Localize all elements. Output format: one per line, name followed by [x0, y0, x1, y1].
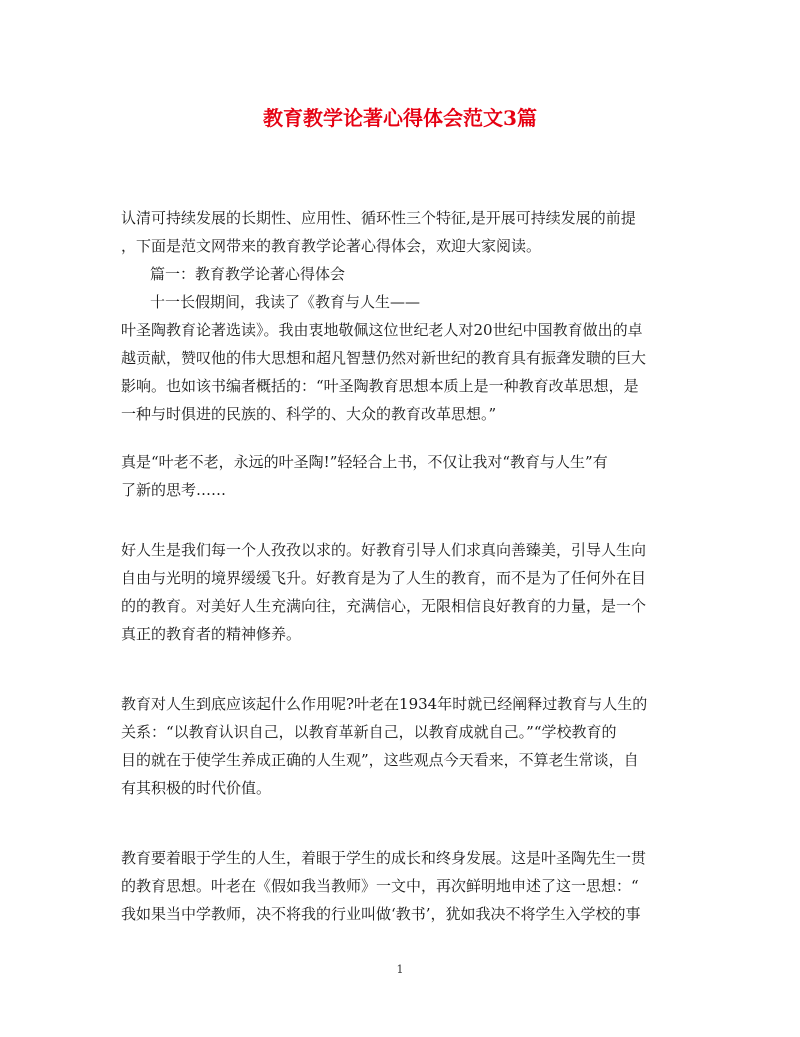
text-line: 影响。也如该书编者概括的：“叶圣陶教育思想本质上是一种教育改革思想，是	[121, 377, 639, 395]
section-heading: 篇一：教育教学论著心得体会	[150, 265, 346, 283]
text-line: 我如果当中学教师，决不将我的行业叫做‘教书’，犹如我决不将学生入学校的事	[121, 905, 641, 923]
text-line: 了新的思考……	[121, 481, 227, 499]
text-line: 有其积极的时代价值。	[121, 779, 272, 797]
text-line: 叶圣陶教育论著选读》。我由衷地敬佩这位世纪老人对20世纪中国教育做出的卓	[121, 321, 643, 339]
text-line: 的教育思想。叶老在《假如我当教师》一文中，再次鲜明地申述了这一思想：“	[121, 877, 639, 895]
text-line: 目的就在于使学生养成正确的人生观”，这些观点今天看来，不算老生常谈，自	[121, 751, 639, 769]
text-line: 一种与时俱进的民族的、科学的、大众的教育改革思想。”	[121, 405, 497, 423]
text-line: 认清可持续发展的长期性、应用性、循环性三个特征,是开展可持续发展的前提	[121, 209, 636, 227]
text-line: 教育对人生到底应该起什么作用呢?叶老在1934年时就已经阐释过教育与人生的	[121, 695, 648, 713]
text-line: ，下面是范文网带来的教育教学论著心得体会，欢迎大家阅读。	[121, 237, 542, 255]
text-line: 好人生是我们每一个人孜孜以求的。好教育引导人们求真向善臻美，引导人生向	[121, 541, 647, 559]
text-line: 十一长假期间，我读了《教育与人生——	[150, 293, 421, 311]
page-number: 1	[396, 963, 404, 976]
document-title: 教育教学论著心得体会范文3篇	[263, 106, 537, 130]
text-line: 自由与光明的境界缓缓飞升。好教育是为了人生的教育，而不是为了任何外在目	[121, 569, 647, 587]
text-line: 关系：“以教育认识自己，以教育革新自己，以教育成就自己。”“学校教育的	[121, 723, 617, 741]
text-line: 真是“叶老不老，永远的叶圣陶!”轻轻合上书，不仅让我对“教育与人生”有	[121, 453, 608, 471]
text-line: 的的教育。对美好人生充满向往，充满信心，无限相信良好教育的力量，是一个	[121, 597, 647, 615]
text-line: 越贡献，赞叹他的伟大思想和超凡智慧仍然对新世纪的教育具有振聋发聩的巨大	[121, 349, 647, 367]
text-line: 教育要着眼于学生的人生，着眼于学生的成长和终身发展。这是叶圣陶先生一贯	[121, 849, 647, 867]
text-line: 真正的教育者的精神修养。	[121, 625, 302, 643]
